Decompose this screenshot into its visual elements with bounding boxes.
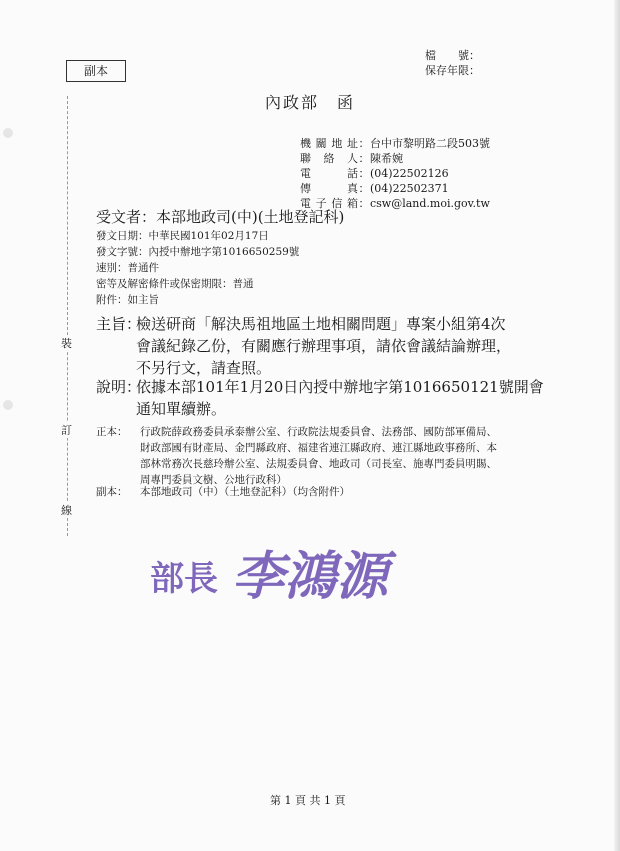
copy-recipients-line: 本部地政司（中）（土地登記科）（均含附件） [140,486,350,498]
sender-info [300,136,490,211]
subject-line: 會議紀錄乙份，有關應行辦理事項，請依會議結論辦理， [136,337,512,355]
document-number: 發文字號：內授中辦地字第1016650259號 [96,246,300,258]
sender-contact: 聯絡人：陳希婉 [300,152,403,165]
subject-section [96,313,576,379]
explanation-label: 說明： [96,378,142,396]
sender-phone: 電話：(04)22502126 [300,167,449,180]
subject-label: 主旨： [96,315,142,333]
sender-fax: 傳真：(04)22502371 [300,182,449,195]
explanation-line: 依據本部101年1月20日內授中辦地字第1016650121號開會 [136,378,544,396]
explanation-section [96,376,576,420]
original-recipients-line: 財政部國有財產局、金門縣政府、福建省連江縣政府、連江縣地政事務所、本 [140,442,497,454]
original-recipients-line: 周專門委員文樹、公地行政科） [140,474,287,486]
binding-line [67,96,68,536]
page-footer: 第 1 頁 共 1 頁 [270,794,346,807]
document-title: 內政部 函 [265,93,356,112]
file-number: 檔 號： [425,49,480,62]
file-meta [425,48,480,78]
original-recipients-line: 行政院薛政務委員承泰辦公室、行政院法規委員會、法務部、國防部軍備局、 [140,426,497,438]
signature-title: 部長 [150,559,218,599]
binding-char: 裝 [61,337,72,350]
original-recipients-line: 部林常務次長慈玲辦公室、法規委員會、地政司（司長室、施專門委員明賜、 [140,458,497,470]
recipient: 受文者：本部地政司(中)(土地登記科) [96,208,345,226]
attachment: 附件：如主旨 [96,294,159,306]
retention-period: 保存年限： [425,64,480,77]
original-recipients [96,424,556,488]
signature-seal [150,528,450,618]
sender-email: 電子信箱：csw@land.moi.gov.tw [300,197,490,210]
punch-hole [3,400,13,410]
copy-recipients [96,484,556,500]
document-meta [96,228,299,308]
copy-label-box: 副本 [66,60,126,82]
classification: 密等及解密條件或保密期限：普通 [96,278,254,290]
punch-hole [3,128,13,138]
binding-char: 訂 [61,424,72,437]
original-recipients-label: 正本： [96,426,128,438]
binding-char: 線 [61,504,72,517]
signature-name: 李鴻源 [232,546,389,607]
sender-address: 機關地址：台中市黎明路二段503號 [300,137,490,150]
urgency: 速別：普通件 [96,262,159,274]
copy-recipients-label: 副本： [96,486,128,498]
subject-line: 檢送研商「解決馬祖地區土地相關問題」專案小組第4次 [136,315,506,333]
subject-line: 不另行文，請查照。 [136,359,272,377]
issue-date: 發文日期：中華民國101年02月17日 [96,230,269,242]
explanation-line: 通知單續辦。 [136,400,227,418]
